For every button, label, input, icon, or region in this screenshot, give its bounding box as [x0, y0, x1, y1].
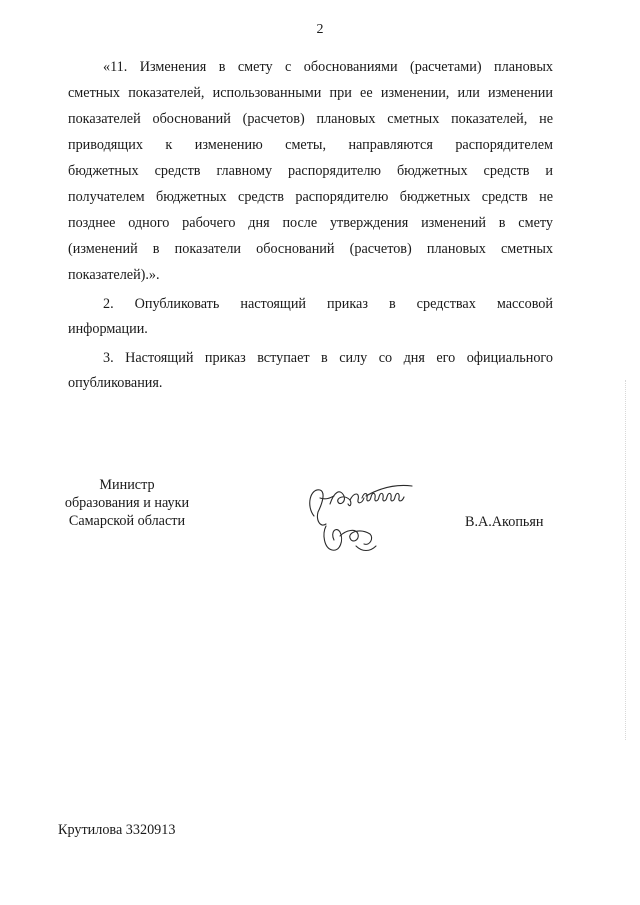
handwritten-signature: [300, 470, 420, 565]
signatory-position-line: Самарской области: [68, 513, 186, 529]
paragraph-3-line: 3. Настоящий приказ вступает в силу со дня его официального: [103, 350, 553, 366]
paragraph-11-line: приводящих к изменению сметы, направляются распорядителем: [68, 137, 553, 153]
scan-edge-artifact: [624, 380, 626, 740]
paragraph-11-line: «11. Изменения в смету с обоснованиями (расчетами) плановых: [103, 59, 553, 75]
paragraph-11-line: показателей).».: [68, 267, 160, 283]
signer-name: В.А.Акопьян: [465, 514, 544, 530]
executor-contact: Крутилова 3320913: [58, 822, 176, 838]
paragraph-11-line: бюджетных средств главному распорядителю бюджетных средств и: [68, 163, 553, 179]
page-number: 2: [316, 22, 324, 37]
signatory-position-line: образования и науки: [64, 495, 190, 511]
paragraph-2-line: информации.: [68, 321, 148, 337]
paragraph-2-line: 2. Опубликовать настоящий приказ в средствах массовой: [103, 296, 553, 312]
paragraph-11-line: показателей обоснований (расчетов) плановых сметных показателей, не: [68, 111, 553, 127]
paragraph-3-line: опубликования.: [68, 375, 163, 391]
signatory-position: [52, 476, 202, 530]
paragraph-11-line: позднее одного рабочего дня после утверждения изменений в смету: [68, 215, 553, 231]
paragraph-11-line: (изменений в показатели обоснований (расчетов) плановых сметных: [68, 241, 553, 257]
paragraph-11-line: сметных показателей, использованными при ее изменении, или изменении: [68, 85, 553, 101]
paragraph-11-line: получателем бюджетных средств распорядителю бюджетных средств не: [68, 189, 553, 205]
signatory-position-line: Министр: [99, 477, 155, 493]
